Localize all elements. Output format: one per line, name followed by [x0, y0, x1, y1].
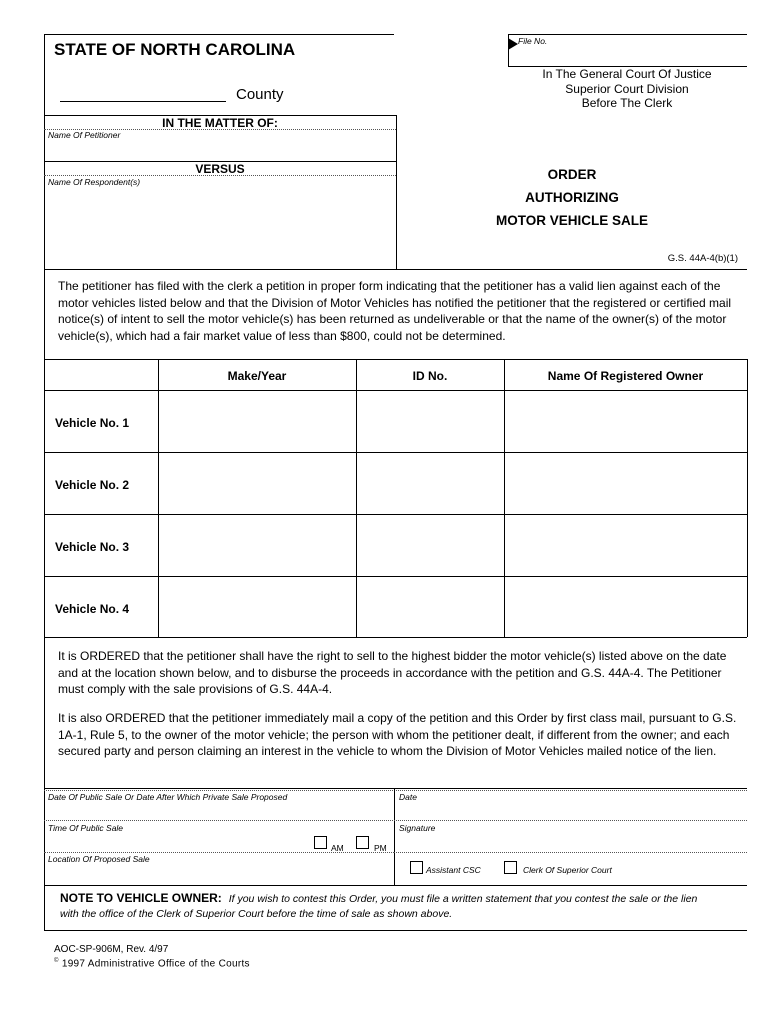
copyright-text: 1997 Administrative Office of the Courts	[61, 958, 250, 970]
order-paragraph-1: It is ORDERED that the petitioner shall have the right to sell to the highest bidder the motor vehicle(s) listed above on the date and at the location shown below, and to disburse the proceeds in accordance with the petition and G.S. 44A-4. The Petitioner must comply with the sale provisions of G.S. 44A-4.	[58, 649, 727, 696]
table-col-divider-1	[158, 359, 159, 637]
table-col-divider-3	[504, 359, 505, 637]
clerk-superior-court-label: Clerk Of Superior Court	[523, 865, 612, 875]
respondent-name-field[interactable]	[48, 190, 392, 260]
file-no-label: File No.	[518, 36, 548, 46]
in-the-matter-of: IN THE MATTER OF:	[162, 116, 278, 130]
note-heading: NOTE TO VEHICLE OWNER:	[60, 891, 222, 905]
clerk-superior-court-checkbox[interactable]	[504, 861, 517, 874]
note-block	[60, 891, 746, 922]
vehicle-row-label: Vehicle No. 3	[55, 540, 130, 554]
date-of-sale-field[interactable]	[48, 804, 390, 818]
statute-reference: G.S. 44A-4(b)(1)	[667, 253, 738, 264]
court-line-1: In The General Court Of Justice	[542, 67, 712, 81]
assistant-csc-checkbox[interactable]	[410, 861, 423, 874]
vehicle-row-label: Vehicle No. 1	[55, 416, 130, 430]
note-top-line	[44, 885, 747, 886]
table-row-line-2	[44, 514, 747, 515]
am-checkbox[interactable]	[314, 836, 327, 849]
location-label: Location Of Proposed Sale	[48, 854, 150, 864]
table-col-divider-2	[356, 359, 357, 637]
table-bottom-line	[44, 637, 747, 638]
form-id: AOC-SP-906M, Rev. 4/97	[54, 944, 169, 955]
state-title: STATE OF NORTH CAROLINA	[54, 40, 296, 59]
versus-dotted-line	[44, 175, 396, 176]
column-id-no: ID No.	[412, 369, 448, 383]
vehicle-row-label: Vehicle No. 4	[55, 602, 130, 616]
time-dotted-line	[44, 820, 747, 821]
versus-label: VERSUS	[195, 162, 245, 176]
copyright-symbol: ©	[54, 958, 59, 964]
time-of-sale-label: Time Of Public Sale	[48, 823, 124, 833]
signature-label: Signature	[399, 823, 436, 833]
table-row-line-3	[44, 576, 747, 577]
column-make-year: Make/Year	[227, 369, 287, 383]
title-line-3: MOTOR VEHICLE SALE	[495, 213, 648, 228]
am-label: AM	[331, 843, 344, 853]
location-dotted-line	[44, 852, 394, 853]
court-line-3: Before The Clerk	[581, 96, 673, 110]
date-of-sale-label: Date Of Public Sale Or Date After Which Private Sale Proposed	[48, 792, 288, 802]
sale-top-dotted	[44, 790, 747, 791]
signature-field[interactable]	[399, 835, 743, 851]
court-block	[508, 67, 746, 111]
intro-top-line	[44, 269, 747, 270]
copyright-line	[54, 958, 250, 969]
date-label: Date	[399, 792, 417, 802]
note-text-line-2: with the office of the Clerk of Superior Court before the time of sale as shown above.	[60, 908, 453, 920]
respondent-label: Name Of Respondent(s)	[48, 177, 141, 187]
petitioner-label: Name Of Petitioner	[48, 130, 121, 140]
table-right-border	[747, 359, 748, 637]
form-top-border	[44, 34, 394, 35]
file-marker-icon	[508, 38, 518, 50]
column-registered-owner: Name Of Registered Owner	[547, 369, 704, 383]
assistant-csc-label: Assistant CSC	[426, 865, 481, 875]
signature-dotted-line	[394, 852, 747, 853]
title-line-1: ORDER	[547, 167, 597, 182]
county-label: County	[236, 86, 284, 103]
pm-label: PM	[374, 843, 387, 853]
pm-checkbox[interactable]	[356, 836, 369, 849]
order-title	[396, 163, 748, 232]
footer-top-line	[44, 930, 747, 931]
intro-paragraph: The petitioner has filed with the clerk a petition in proper form indicating that the petitioner has a valid lien against each of the motor vehicles listed below and that the Division of Motor Vehicles has notified the petitioner that the registered or certified mail notice(s) of intent to sell the motor vehicle(s) has been returned as undeliverable or that the name of the owner(s) of the motor vehicle(s), which had a fair market value of less than $800, could not be determined.	[58, 279, 732, 343]
order-paragraph-2: It is also ORDERED that the petitioner immediately mail a copy of the petition and this Order by first class mail, pursuant to G.S. 1A-1, Rule 5, to the owner of the motor vehicle; the person with whom the petitioner dealt, if different from the owner; and each secured party and person claiming an interest in the vehicle to whom the Division of Motor Vehicles mailed notice of the lien.	[58, 711, 737, 758]
table-top-line	[44, 359, 747, 360]
table-row-line-1	[44, 452, 747, 453]
petitioner-name-field[interactable]	[48, 142, 392, 158]
vehicle-row-label: Vehicle No. 2	[55, 478, 130, 492]
file-no-top-border	[508, 34, 747, 35]
county-name-line[interactable]	[60, 101, 226, 102]
note-text-line-1: If you wish to contest this Order, you must file a written statement that you contest the sale or the lien	[228, 893, 698, 905]
table-header-line	[44, 390, 747, 391]
court-line-2: Superior Court Division	[565, 81, 689, 96]
date-field[interactable]	[399, 804, 743, 818]
sale-top-line	[44, 788, 747, 789]
sale-middle-divider	[394, 788, 395, 885]
title-line-2: AUTHORIZING	[525, 190, 619, 205]
location-field[interactable]	[48, 866, 390, 882]
